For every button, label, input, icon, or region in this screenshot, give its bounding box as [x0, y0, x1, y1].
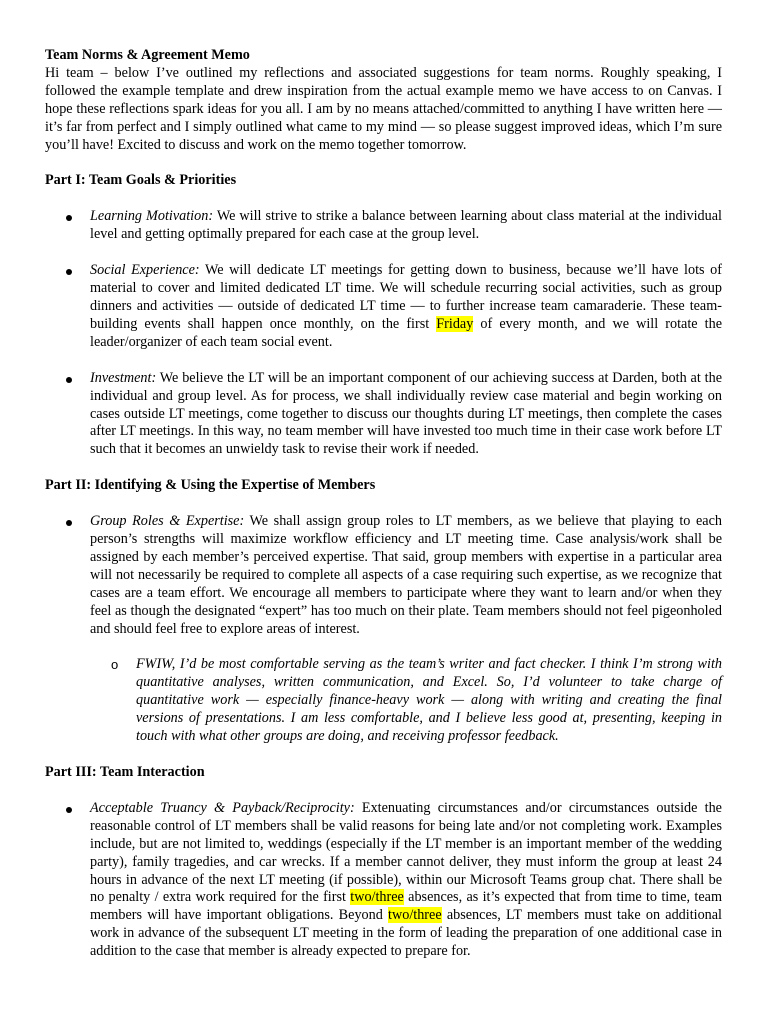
highlighted-text: two/three — [388, 907, 442, 924]
sub-list — [90, 656, 722, 746]
bullet-lead: Acceptable Truancy & Payback/Reciprocity: — [90, 799, 355, 816]
highlighted-text: Friday — [436, 315, 474, 332]
memo-intro: Hi team – below I’ve outlined my reflections and associated suggestions for team norms. Roughly speaking, I followed the example template and drew inspiration from the actual example memo we have access to on Canvas. I hope these reflections spark ideas for you all. I am by no means attached/committed to anything I have written here — it’s far from perfect and I simply outlined what came to my mind — so please suggest improved ideas, which I’m sure you’ll have! Excited to discuss and work on the memo together tomorrow. — [45, 64, 722, 153]
bullet-text: We will dedicate LT meetings for getting down to business, because we’ll have lots of material to cover and limited dedicated LT time. We will schedule recurring social activities, such as group dinners and activities — outside of dedicated LT time — to further increase team camaraderie. These team-building events shall happen once monthly, on the first — [90, 262, 722, 332]
sub-item-fwiw — [90, 656, 722, 746]
bullet-group-roles — [45, 513, 722, 746]
bullet-icon — [66, 807, 72, 813]
bullet-icon — [66, 520, 72, 526]
bullet-lead: Investment: — [90, 369, 157, 386]
bullet-text: absences, as it’s expected that from time to time, team members will have important obligations. Beyond — [90, 889, 722, 924]
memo-body — [45, 47, 722, 961]
bullet-social-experience — [45, 262, 722, 352]
bullet-acceptable-truancy — [45, 800, 722, 961]
bullet-icon — [66, 269, 72, 275]
bullet-lead: Social Experience: — [90, 262, 200, 279]
bullet-text: of every month, and we will rotate the leader/organizer of each team social event. — [90, 315, 722, 350]
bullet-text: We believe the LT will be an important component of our achieving success at Darden, both at the individual and group level. As for process, we shall individually review case material and begin working on cases outside LT meetings, come together to discuss our thoughts during LT meetings, then complete the cases after LT meetings. In this way, no team member will have invested too much time in their case work before LT such that it becomes an unwieldy task to revise their work if needed. — [90, 369, 722, 458]
bullet-text: Extenuating circumstances and/or circumstances outside the reasonable control of LT members shall be valid reasons for being late and/or not completing work. Examples include, but are not limited to, weddings (especially if the LT member is an important member of the wedding party), family tragedies, and car wrecks. If a member cannot deliver, they must inform the group at least 24 hours in advance of the next LT meeting (if possible), within our Microsoft Teams group chat. There shall be no penalty / extra work required for the first — [90, 799, 722, 906]
part1-list — [45, 208, 722, 459]
part3-list — [45, 800, 722, 961]
part3-heading: Part III: Team Interaction — [45, 764, 205, 780]
part1-heading: Part I: Team Goals & Priorities — [45, 172, 237, 189]
part2-heading: Part II: Identifying & Using the Expertise of Members — [45, 477, 376, 494]
highlighted-text: two/three — [350, 889, 404, 906]
bullet-investment — [45, 370, 722, 460]
part2-list — [45, 513, 722, 746]
sub-bullet-icon: o — [111, 657, 119, 673]
bullet-text: We will strive to strike a balance between learning about class material at the individual level and getting optimally prepared for each case at the group level. — [90, 208, 722, 243]
sub-item-text: FWIW, I’d be most comfortable serving as the team’s writer and fact checker. I think I’m strong with quantitative analyses, written communication, and Excel. So, I’d volunteer to take charge of quantitative work — especially finance-heavy work — along with writing and creating the final versions of presentations. I am less comfortable, and I believe less good at, presenting, keeping in touch with what other groups are doing, and receiving professor feedback. — [136, 656, 722, 745]
bullet-icon — [66, 215, 72, 221]
bullet-icon — [66, 377, 72, 383]
bullet-lead: Group Roles & Expertise: — [90, 513, 245, 530]
bullet-learning-motivation — [45, 208, 722, 244]
bullet-lead: Learning Motivation: — [90, 208, 214, 225]
memo-title: Team Norms & Agreement Memo — [45, 47, 250, 63]
bullet-text: absences, LT members must take on additional work in advance of the subsequent LT meeting in the form of leading the preparation of one additional case in addition to the case that member is already expected to prepare for. — [90, 907, 723, 960]
bullet-text: We shall assign group roles to LT members, as we believe that playing to each person’s strengths will maximize workflow efficiency and LT meeting time. Case analysis/work shall be assigned by each member’s perceived expertise. That said, group members with expertise in a particular area will not necessarily be required to complete all aspects of a case requiring such expertise, as we recognize that cases are a team effort. We encourage all members to participate where they want to learn and/or when they feel as though the designated “expert” has too much on their plate. Team members should not feel pigeonholed and should feel free to explore areas of interest. — [90, 513, 722, 637]
